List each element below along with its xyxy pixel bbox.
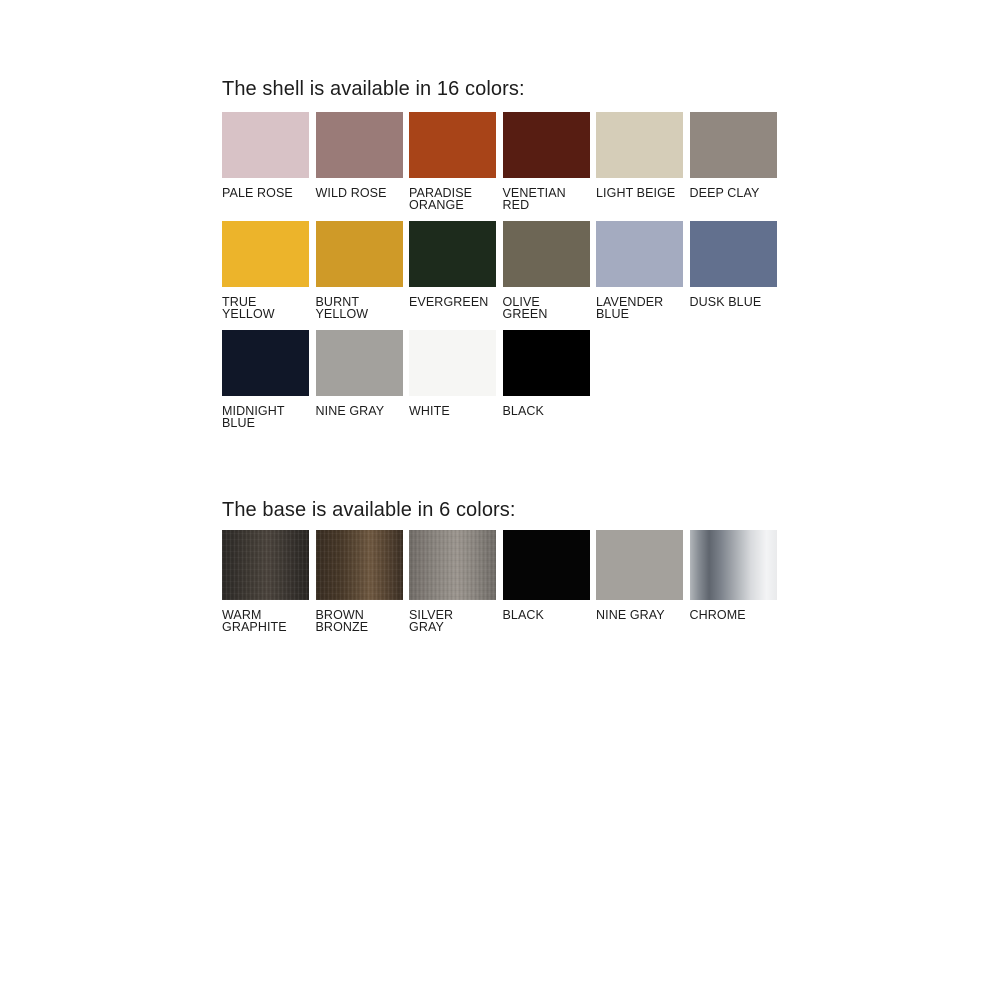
swatch-brown-bronze bbox=[316, 530, 403, 600]
swatch-pale-rose bbox=[222, 112, 309, 178]
swatch-venetian-red bbox=[503, 112, 590, 178]
base-colors-section bbox=[222, 499, 1000, 633]
swatch-black bbox=[503, 330, 590, 396]
swatch-label-olive-green: OLIVE GREEN bbox=[502, 295, 548, 321]
swatch-label-chrome: CHROME bbox=[689, 608, 746, 622]
swatch-cell-olive-green bbox=[503, 221, 590, 320]
swatch-cell-nine-gray bbox=[316, 330, 403, 429]
swatch-label-venetian-red: VENETIAN RED bbox=[502, 186, 566, 212]
swatch-label-black: BLACK bbox=[502, 404, 544, 418]
swatch-cell-deep-clay bbox=[690, 112, 777, 211]
swatch-cell-warm-graphite bbox=[222, 530, 309, 633]
swatch-cell-silver-gray bbox=[409, 530, 496, 633]
swatch-label-true-yellow: TRUE YELLOW bbox=[222, 295, 275, 321]
swatch-true-yellow bbox=[222, 221, 309, 287]
swatch-paradise-orange bbox=[409, 112, 496, 178]
swatch-label-nine-gray: NINE GRAY bbox=[596, 608, 665, 622]
swatch-label-lavender-blue: LAVENDER BLUE bbox=[596, 295, 664, 321]
swatch-label-white: WHITE bbox=[409, 404, 450, 418]
swatch-warm-graphite bbox=[222, 530, 309, 600]
swatch-label-silver-gray: SILVER GRAY bbox=[409, 608, 454, 634]
swatch-label-black: BLACK bbox=[502, 608, 544, 622]
swatch-label-dusk-blue: DUSK BLUE bbox=[689, 295, 762, 309]
swatch-chrome bbox=[690, 530, 777, 600]
swatch-evergreen bbox=[409, 221, 496, 287]
swatch-cell-wild-rose bbox=[316, 112, 403, 211]
swatch-wild-rose bbox=[316, 112, 403, 178]
swatch-cell-lavender-blue bbox=[596, 221, 683, 320]
swatch-cell-venetian-red bbox=[503, 112, 590, 211]
swatch-cell-true-yellow bbox=[222, 221, 309, 320]
swatch-label-wild-rose: WILD ROSE bbox=[315, 186, 387, 200]
swatch-white bbox=[409, 330, 496, 396]
swatch-label-warm-graphite: WARM GRAPHITE bbox=[222, 608, 287, 634]
swatch-black bbox=[503, 530, 590, 600]
swatch-cell-white bbox=[409, 330, 496, 429]
swatch-cell-black bbox=[503, 330, 590, 429]
swatch-cell-paradise-orange bbox=[409, 112, 496, 211]
swatch-cell-nine-gray bbox=[596, 530, 683, 633]
swatch-nine-gray bbox=[596, 530, 683, 600]
swatch-cell-dusk-blue bbox=[690, 221, 777, 320]
swatch-dusk-blue bbox=[690, 221, 777, 287]
swatch-label-brown-bronze: BROWN BRONZE bbox=[315, 608, 369, 634]
swatch-label-burnt-yellow: BURNT YELLOW bbox=[315, 295, 369, 321]
swatch-olive-green bbox=[503, 221, 590, 287]
swatch-lavender-blue bbox=[596, 221, 683, 287]
swatch-midnight-blue bbox=[222, 330, 309, 396]
swatch-cell-black bbox=[503, 530, 590, 633]
swatch-cell-chrome bbox=[690, 530, 777, 633]
swatch-cell-burnt-yellow bbox=[316, 221, 403, 320]
swatch-cell-brown-bronze bbox=[316, 530, 403, 633]
swatch-label-deep-clay: DEEP CLAY bbox=[689, 186, 760, 200]
swatch-label-nine-gray: NINE GRAY bbox=[315, 404, 385, 418]
swatch-label-midnight-blue: MIDNIGHT BLUE bbox=[222, 404, 285, 430]
swatch-label-light-beige: LIGHT BEIGE bbox=[596, 186, 676, 200]
swatch-cell-midnight-blue bbox=[222, 330, 309, 429]
swatch-cell-light-beige bbox=[596, 112, 683, 211]
base-swatch-grid bbox=[222, 530, 1000, 633]
swatch-label-pale-rose: PALE ROSE bbox=[222, 186, 293, 200]
swatch-label-paradise-orange: PARADISE ORANGE bbox=[409, 186, 473, 212]
swatch-burnt-yellow bbox=[316, 221, 403, 287]
shell-colors-section bbox=[222, 78, 1000, 429]
base-section-heading: The base is available in 6 colors: bbox=[222, 499, 516, 521]
swatch-light-beige bbox=[596, 112, 683, 178]
swatch-label-evergreen: EVERGREEN bbox=[409, 295, 489, 309]
swatch-cell-evergreen bbox=[409, 221, 496, 320]
swatch-cell-pale-rose bbox=[222, 112, 309, 211]
swatch-deep-clay bbox=[690, 112, 777, 178]
swatch-silver-gray bbox=[409, 530, 496, 600]
shell-swatch-grid bbox=[222, 112, 1000, 429]
shell-section-heading: The shell is available in 16 colors: bbox=[222, 78, 525, 100]
swatch-nine-gray bbox=[316, 330, 403, 396]
